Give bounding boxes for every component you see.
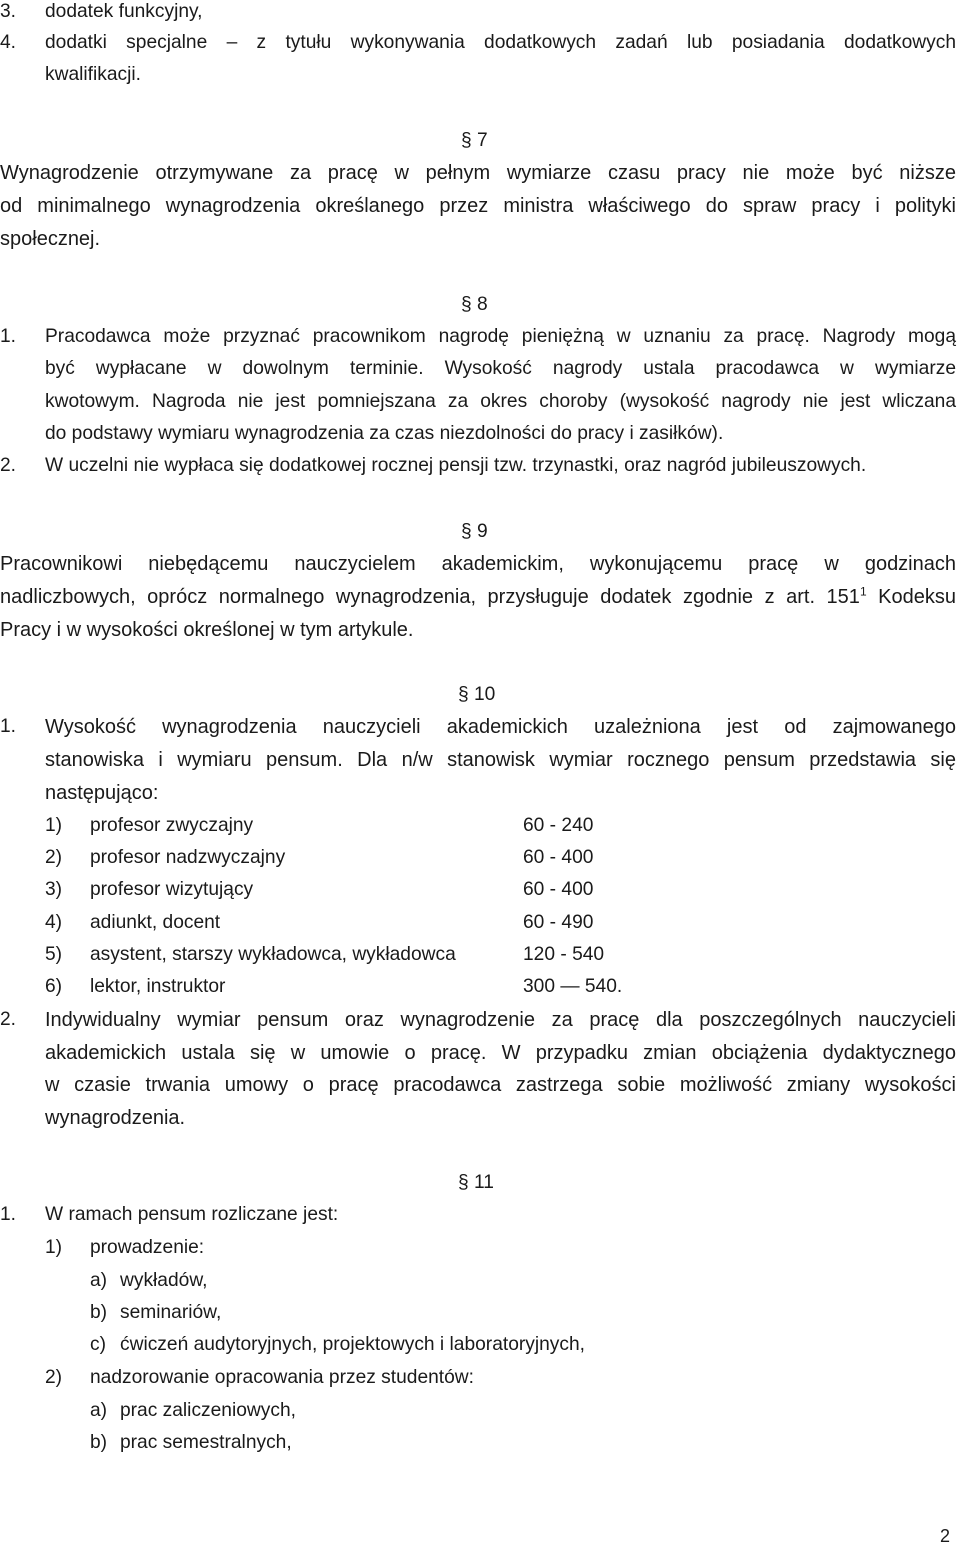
pensum-position: profesor nadzwyczajny — [90, 847, 286, 868]
list-num: a) — [90, 1400, 108, 1421]
pensum-range: 60 - 490 — [523, 912, 594, 933]
pensum-num: 1) — [45, 815, 63, 836]
pensum-position: profesor wizytujący — [90, 879, 254, 900]
paragraph-line: społecznej. — [0, 228, 101, 250]
pensum-range: 300 — 540. — [523, 976, 623, 997]
pensum-range: 60 - 400 — [523, 847, 594, 868]
section-heading: § 9 — [461, 521, 488, 542]
list-item-text: wykładów, — [120, 1270, 208, 1291]
paragraph-line: w czasie trwania umowy o pracę pracodawca zastrzega sobie możliwość zmiany wysokości — [45, 1074, 956, 1096]
paragraph-line: być wypłacane w dowolnym terminie. Wysokość nagrody ustala pracodawca w wymiarze — [45, 358, 956, 379]
list-num: b) — [90, 1432, 108, 1453]
pensum-num: 2) — [45, 847, 63, 868]
list-num: 1. — [0, 326, 17, 347]
paragraph-line: W ramach pensum rozliczane jest: — [45, 1204, 339, 1225]
pensum-num: 6) — [45, 976, 63, 997]
list-num: 4. — [0, 32, 17, 53]
pensum-position: lektor, instruktor — [90, 976, 226, 997]
list-item-text: ćwiczeń audytoryjnych, projektowych i laboratoryjnych, — [120, 1334, 585, 1355]
pensum-range: 60 - 240 — [523, 815, 594, 836]
paragraph-line: Pracownikowi niebędącemu nauczycielem akademickim, wykonującemu pracę w godzinach — [0, 553, 956, 575]
list-num: 2. — [0, 1009, 17, 1030]
paragraph-line: stanowiska i wymiaru pensum. Dla n/w stanowisk wymiar rocznego pensum przedstawia się — [45, 749, 956, 771]
list-item-text: kwalifikacji. — [45, 64, 141, 85]
paragraph-line: kwotowym. Nagroda nie jest pomniejszana za okres choroby (wysokość nagrody nie jest wliczana — [45, 391, 956, 412]
list-num: 1. — [0, 716, 17, 737]
list-num: 1. — [0, 1204, 17, 1225]
list-item-text: dodatki specjalne – z tytułu wykonywania dodatkowych zadań lub posiadania dodatkowych — [45, 32, 956, 53]
pensum-position: adiunkt, docent — [90, 912, 221, 933]
list-num: c) — [90, 1334, 106, 1355]
pensum-num: 5) — [45, 944, 63, 965]
list-item-text: seminariów, — [120, 1302, 222, 1323]
section-heading: § 7 — [461, 130, 488, 151]
list-num: 2) — [45, 1367, 63, 1388]
paragraph-line: Wysokość wynagrodzenia nauczycieli akademickich uzależniona jest od zajmowanego — [45, 716, 956, 738]
line-text: nadliczbowych, oprócz normalnego wynagrodzenia, przysługuje dodatek zgodnie z art. 151 — [0, 586, 860, 608]
pensum-num: 4) — [45, 912, 63, 933]
list-item-text: dodatek funkcyjny, — [45, 1, 203, 22]
list-num: 2. — [0, 455, 17, 476]
list-num: a) — [90, 1270, 108, 1291]
paragraph-line: następująco: — [45, 782, 159, 804]
paragraph-line: Indywidualny wymiar pensum oraz wynagrodzenie za pracę dla poszczególnych nauczycieli — [45, 1009, 956, 1031]
list-item-text: prowadzenie: — [90, 1237, 205, 1258]
list-num: b) — [90, 1302, 108, 1323]
paragraph-line: Pracy i w wysokości określonej w tym artykule. — [0, 619, 414, 641]
section-heading: § 11 — [458, 1172, 494, 1193]
paragraph-line: wynagrodzenia. — [45, 1107, 186, 1129]
section-heading: § 10 — [458, 684, 496, 705]
pensum-num: 3) — [45, 879, 63, 900]
list-item-text: prac zaliczeniowych, — [120, 1400, 296, 1421]
paragraph-line — [0, 582, 956, 612]
page-number: 2 — [940, 1526, 951, 1546]
pensum-position: profesor zwyczajny — [90, 815, 254, 836]
pensum-range: 120 - 540 — [523, 944, 605, 965]
list-num: 3. — [0, 1, 17, 22]
paragraph-line: W uczelni nie wypłaca się dodatkowej rocznej pensji tzw. trzynastki, oraz nagród jubileuszowych. — [45, 455, 867, 476]
superscript: 1 — [859, 584, 867, 599]
paragraph-line: Wynagrodzenie otrzymywane za pracę w pełnym wymiarze czasu pracy nie może być niższe — [0, 162, 956, 184]
paragraph-line: akademickich ustala się w umowie o pracę. W przypadku zmian obciążenia dydaktycznego — [45, 1042, 956, 1064]
list-item-text: prac semestralnych, — [120, 1432, 292, 1453]
line-text: Kodeksu — [866, 586, 957, 608]
list-num: 1) — [45, 1237, 63, 1258]
paragraph-line: do podstawy wymiaru wynagrodzenia za czas niezdolności do pracy i zasiłków). — [45, 423, 724, 444]
paragraph-line: Pracodawca może przyznać pracownikom nagrodę pieniężną w uznaniu za pracę. Nagrody mogą — [45, 326, 956, 347]
list-item-text: nadzorowanie opracowania przez studentów: — [90, 1367, 474, 1388]
pensum-position: asystent, starszy wykładowca, wykładowca — [90, 944, 456, 965]
section-heading: § 8 — [461, 294, 488, 315]
paragraph-line: od minimalnego wynagrodzenia określanego przez ministra właściwego do spraw pracy i polityki — [0, 195, 956, 217]
pensum-range: 60 - 400 — [523, 879, 594, 900]
